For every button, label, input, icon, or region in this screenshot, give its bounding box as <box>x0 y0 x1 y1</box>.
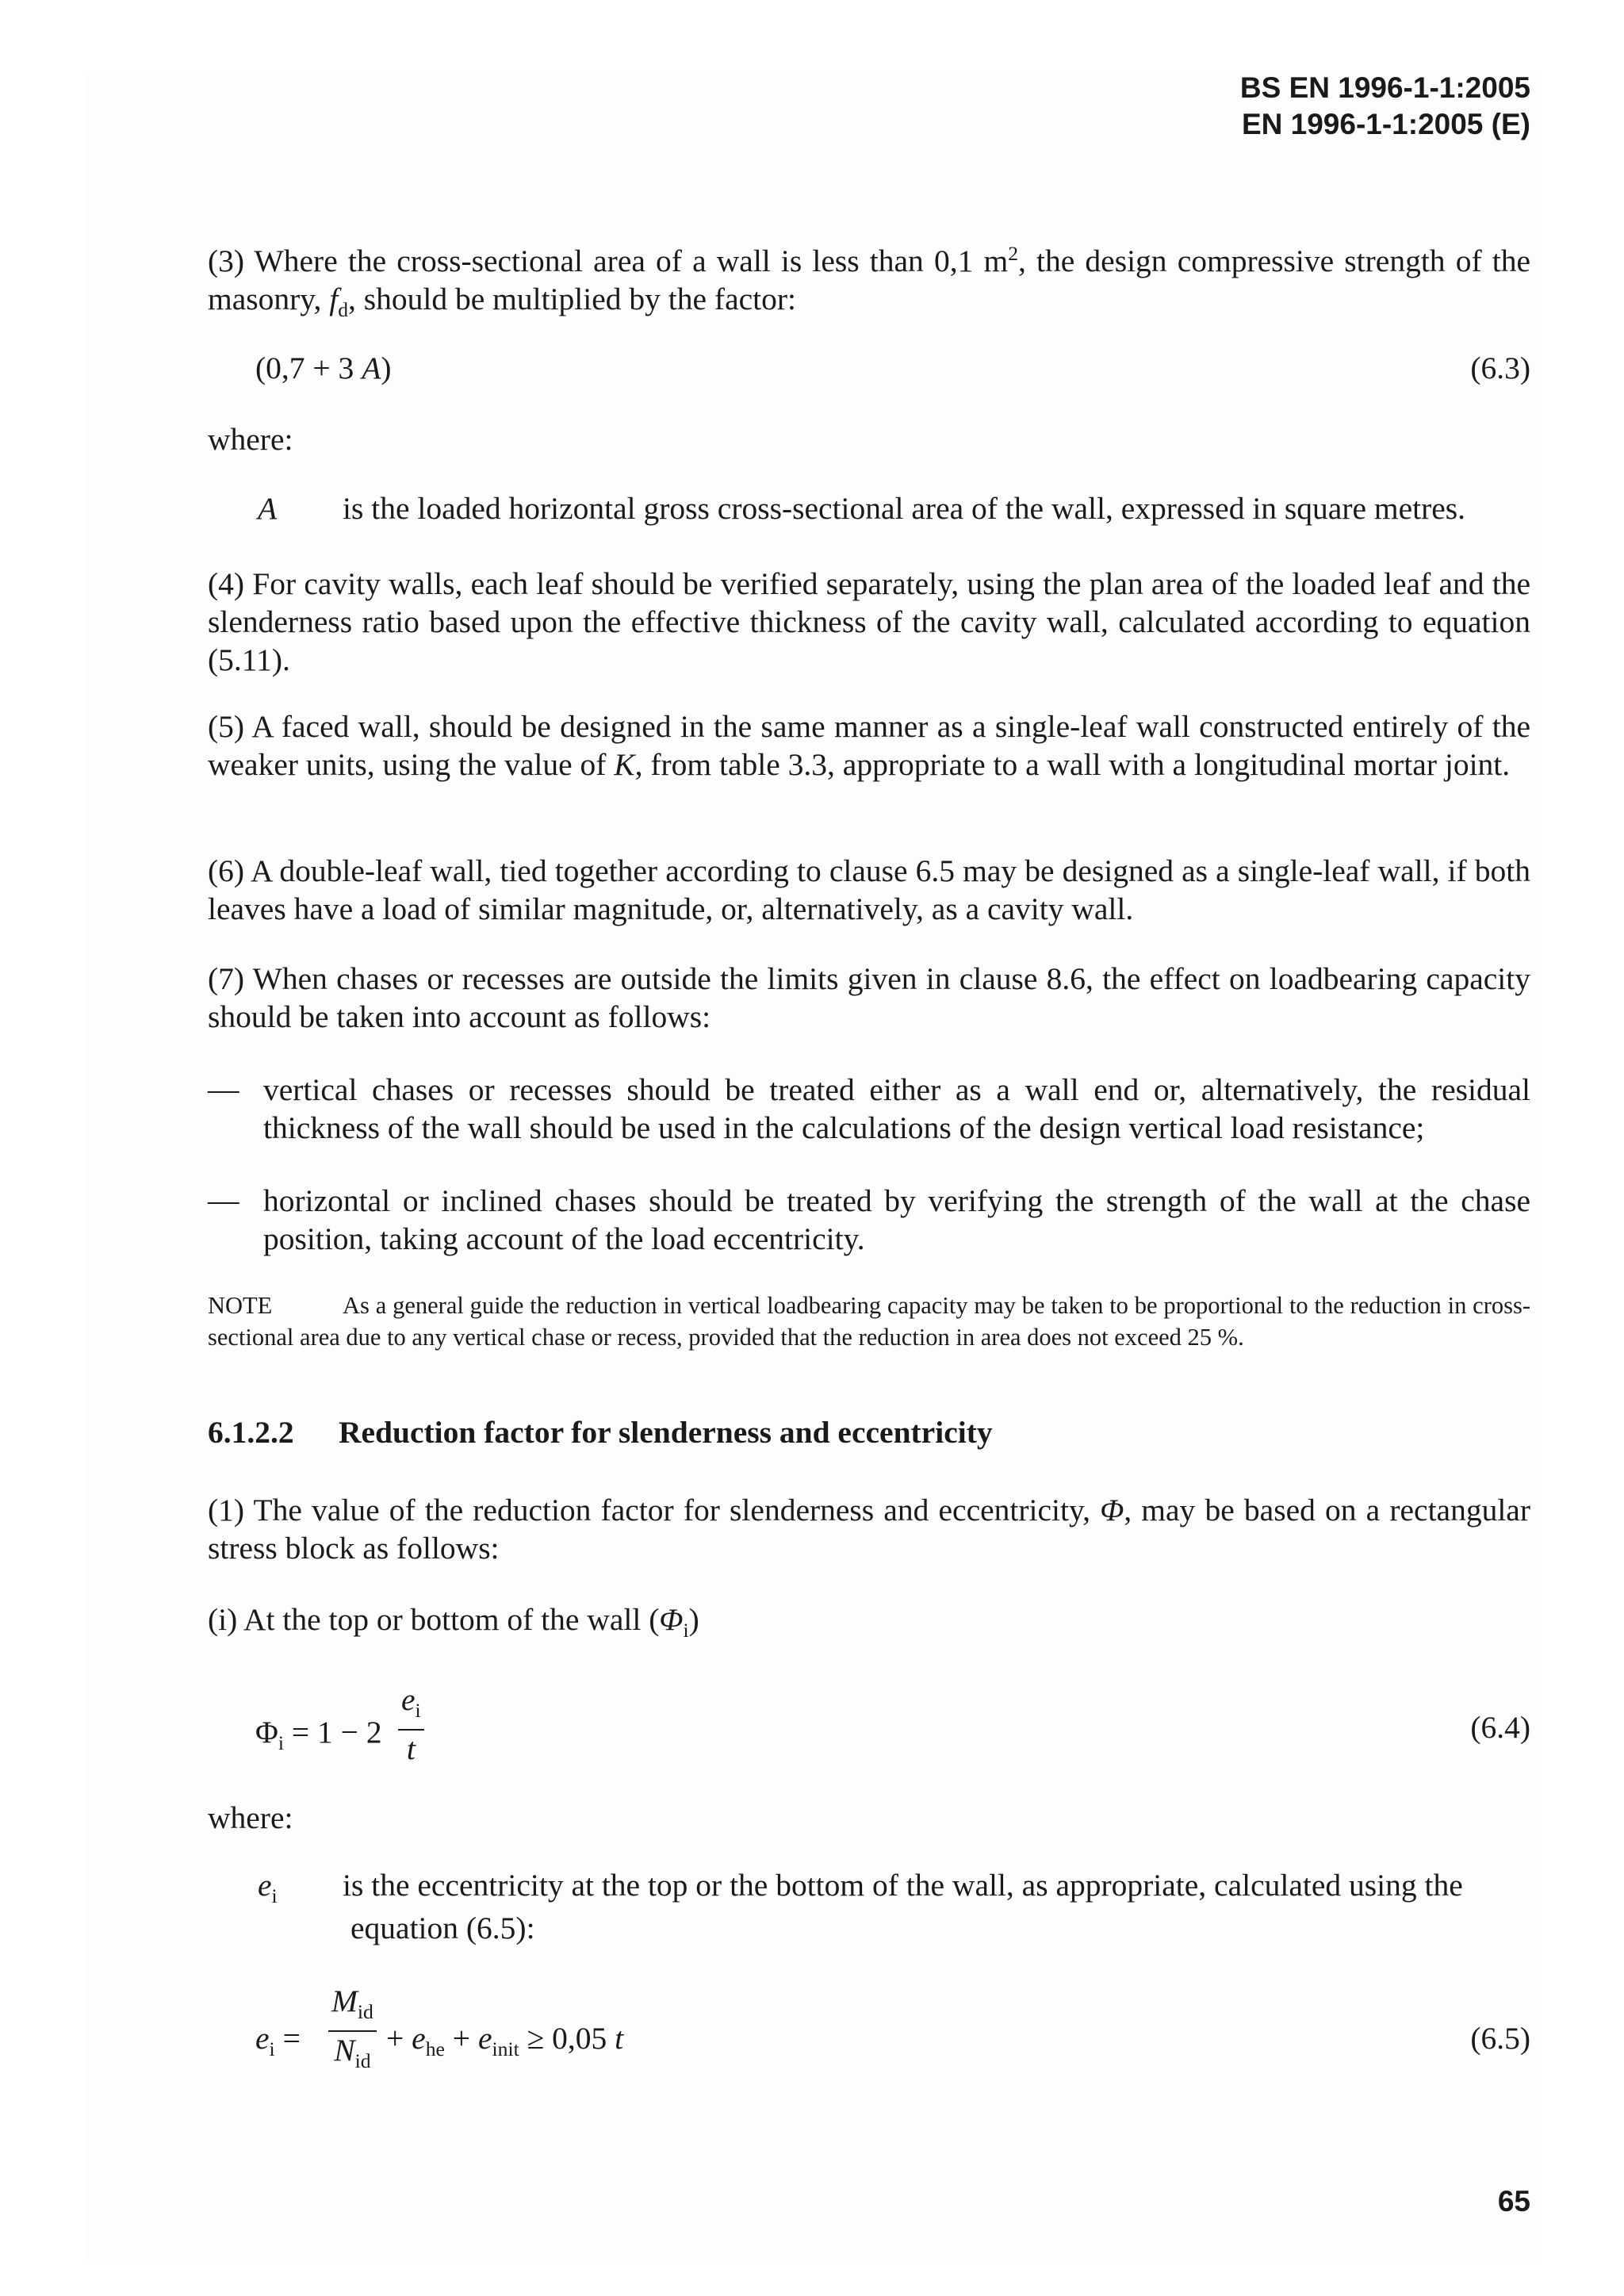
standard-code-bs: BS EN 1996-1-1:2005 <box>1239 71 1530 104</box>
paragraph-3: (3) Where the cross-sectional area of a wall is less than 0,1 $m^2$, the design compressive strength of the masonry, $f_d$, should be multiplied by the factor: <box>208 242 1530 322</box>
paragraph-7: (7) When chases or recesses are outside the limits given in clause 8.6, the effect on loadbearing capacity should be taken into account as follows: <box>208 961 1530 1034</box>
paragraph-5: (5) A faced wall, should be designed in the same manner as a single-leaf wall constructed entirely of the weaker units, using the value of K, from table 3.3, appropriate to a wall with a longitudinal mortar joint. <box>208 709 1530 782</box>
note <box>208 1290 1530 1353</box>
equation-6-3: (0,7 + 3 A) (6.3) <box>255 351 1530 385</box>
paragraph-6: (6) A double-leaf wall, tied together according to clause 6.5 may be designed as a single-leaf wall, if both leaves have a load of similar magnitude, or, alternatively, as a cavity wall. <box>208 853 1530 926</box>
bullet-dash: — <box>208 1071 239 1106</box>
note-label: NOTE <box>208 1292 273 1319</box>
note-text: As a general guide the reduction in vertical loadbearing capacity may be taken to be proportional to the reduction in cross-sectional area due to any vertical chase or recess, provided that the reduction in area does not exceed 25 %. <box>208 1292 1530 1351</box>
paragraph-1: (1) The value of the reduction factor for slenderness and eccentricity, Φ, may be based on a rectangular stress block as follows: <box>208 1493 1530 1566</box>
where-label: where: <box>208 1800 293 1835</box>
fraction-mid-over-nid: $M_{id}$ $N_{id}$ <box>328 1983 377 2079</box>
page-header <box>1240 70 1530 143</box>
equation-number: (6.4) <box>1470 1710 1530 1745</box>
fraction-ei-over-t: $\frac{e_i}{t}$ <box>398 1681 424 1767</box>
section-heading <box>208 1413 993 1451</box>
bullet-item-horizontal-chases: horizontal or inclined chases should be treated by verifying the strength of the wall at the chase position, taking account of the load eccentricity. <box>263 1183 1530 1256</box>
definition-text-ei: is the eccentricity at the top or the bottom of the wall, as appropriate, calculated using the equation (6.5): <box>343 1868 1463 1945</box>
section-title: Reduction factor for slenderness and eccentricity <box>339 1415 993 1450</box>
paragraph-i: (i) At the top or bottom of the wall $(\Phi_i)$ <box>208 1602 699 1642</box>
paragraph-4: (4) For cavity walls, each leaf should be verified separately, using the plan area of the loaded leaf and the slenderness ratio based upon the effective thickness of the cavity wall, calculated according to equation (5.11). <box>208 566 1530 677</box>
bullet-dash: — <box>208 1182 239 1217</box>
equation-6-5: $e_i$ = $M_{id}$ $N_{id}$ + $e_{he} + e_{init} \ge 0,05$ t (6.5) <box>255 1983 1530 2086</box>
page-number: 65 <box>1497 2185 1530 2217</box>
equation-number: (6.3) <box>1470 351 1530 385</box>
equation-number: (6.5) <box>1470 2021 1530 2056</box>
definition-text-a: is the loaded horizontal gross cross-sectional area of the wall, expressed in square metres. <box>343 491 1466 526</box>
bullet-item-vertical-chases: vertical chases or recesses should be treated either as a wall end or, alternatively, the residual thickness of the wall should be used in the calculations of the design vertical load resistance; <box>263 1072 1530 1145</box>
equation-6-4: $\Phi_i = 1 - 2$ $\frac{e_i}{t}$ (6.4) <box>255 1682 1530 1766</box>
where-label: where: <box>208 422 293 457</box>
standard-code-en: EN 1996-1-1:2005 (E) <box>1241 108 1530 140</box>
section-number: 6.1.2.2 <box>208 1415 294 1450</box>
definition-symbol-a: A <box>258 491 278 526</box>
definition-symbol-ei: $e_i$ <box>258 1868 278 1907</box>
